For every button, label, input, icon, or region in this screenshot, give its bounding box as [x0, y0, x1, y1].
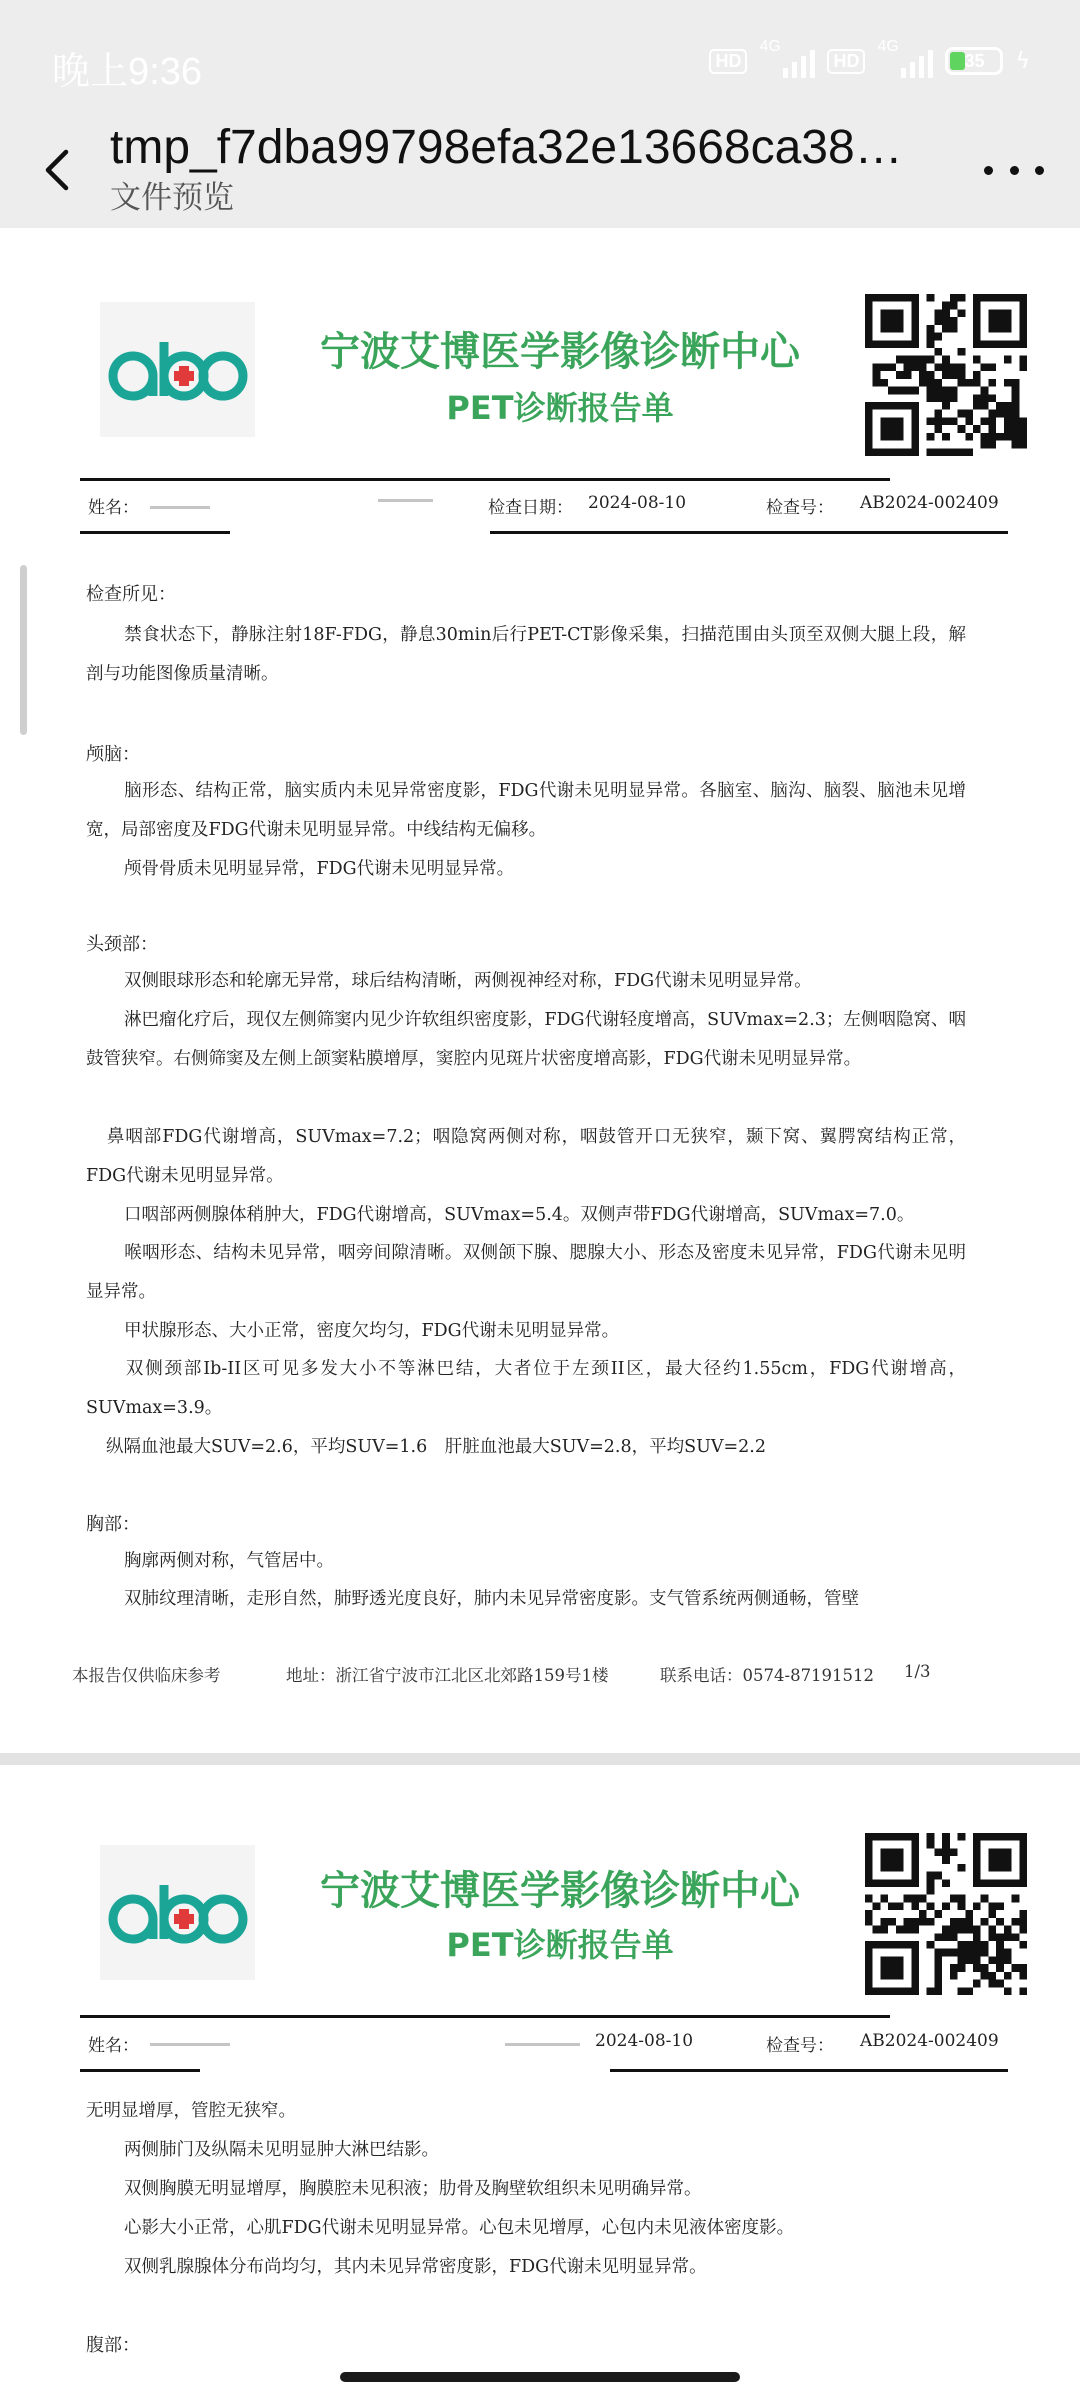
exam-date-value: 2024-08-10: [588, 493, 687, 513]
patient-name-label: 姓名：: [88, 498, 139, 518]
head-paragraph-5: 喉咽形态、结构未见异常，咽旁间隙清晰。双侧颌下腺、腮腺大小、形态及密度未见异常，FDG代谢未见明显异常。: [86, 1243, 966, 1302]
file-subtitle: 文件预览: [110, 180, 234, 215]
file-title: tmp_f7dba99798efa32e13668ca38…: [110, 121, 903, 174]
footer-note: 本报告仅供临床参考: [72, 1666, 221, 1685]
footer-phone: 联系电话：0574-87191512: [660, 1666, 875, 1685]
footer-address: 地址：浙江省宁波市江北区北郊路159号1楼: [286, 1666, 609, 1685]
exam-date-value: 2024-08-10: [595, 2031, 694, 2051]
head-paragraph-8: 纵隔血池最大SUV=2.6，平均SUV=1.6 肝脏血池最大SUV=2.8，平均SUV=2.2: [106, 1437, 766, 1457]
signal-icon-2: [877, 38, 933, 78]
qr-code: [865, 294, 1027, 456]
redaction-mark: [150, 2043, 230, 2046]
header-top-rule: [80, 2015, 890, 2018]
chest-paragraph-1: 胸廓两侧对称，气管居中。: [124, 1551, 334, 1571]
exam-id-label: 检查号：: [766, 498, 834, 518]
report-title: PET诊断报告单: [446, 389, 674, 427]
redaction-mark: [378, 499, 433, 502]
network-type: 4G: [759, 38, 781, 55]
status-bar: [0, 0, 1080, 120]
charging-icon: ϟ: [1015, 48, 1030, 74]
more-options-icon[interactable]: [984, 150, 1044, 190]
exam-id-label: 检查号：: [766, 2036, 834, 2056]
home-indicator[interactable]: [340, 2372, 740, 2382]
section-brain: 颅脑：: [86, 744, 140, 765]
chest-line-3: 双侧胸膜无明显增厚，胸膜腔未见积液；肋骨及胸壁软组织未见明确异常。: [124, 2179, 702, 2199]
logo: [100, 1845, 255, 1980]
patient-name-label: 姓名：: [88, 2036, 139, 2056]
chest-paragraph-2: 双肺纹理清晰，走形自然，肺野透光度良好，肺内未见异常密度影。支气管系统两侧通畅，管壁: [124, 1589, 859, 1609]
hd-badge-2: HD: [827, 49, 865, 74]
head-paragraph-7: 双侧颈部Ib-II区可见多发大小不等淋巴结，大者位于左颈II区，最大径约1.55cm，FDG代谢增高，SUVmax=3.9。: [86, 1359, 966, 1418]
head-paragraph-2: 淋巴瘤化疗后，现仅左侧筛窦内见少许软组织密度影，FDG代谢轻度增高，SUVmax=2.3；左侧咽隐窝、咽鼓管狭窄。右侧筛窦及左侧上颌窦粘膜增厚，窦腔内见斑片状密度增高影，FDG代谢未见明显异常。: [86, 1010, 966, 1069]
header-bottom-rule: [80, 531, 1008, 534]
section-abdomen: 腹部：: [86, 2335, 140, 2356]
redaction-block: [200, 2061, 610, 2075]
report-page-1: [0, 228, 1080, 1753]
brain-paragraph-1: 脑形态、结构正常，脑实质内未见异常密度影，FDG代谢未见明显异常。各脑室、脑沟、脑裂、脑池未见增宽，局部密度及FDG代谢未见明显异常。中线结构无偏移。: [86, 781, 966, 840]
hd-badge: HD: [709, 49, 747, 74]
chest-line-5: 双侧乳腺腺体分布尚均匀，其内未见异常密度影，FDG代谢未见明显异常。: [124, 2257, 707, 2277]
head-paragraph-6: 甲状腺形态、大小正常，密度欠均匀，FDG代谢未见明显异常。: [124, 1321, 620, 1341]
status-time: 晚上9:36: [52, 51, 202, 93]
intro-paragraph: 禁食状态下，静脉注射18F-FDG，静息30min后行PET-CT影像采集，扫描范围由头顶至双侧大腿上段，解剖与功能图像质量清晰。: [86, 625, 966, 684]
institution-name: 宁波艾博医学影像诊断中心: [320, 329, 800, 375]
qr-code: [865, 1833, 1027, 1995]
network-type-2: 4G: [877, 38, 899, 55]
app-bar: [0, 120, 1080, 228]
exam-id-value: AB2024-002409: [860, 2031, 999, 2051]
findings-title: 检查所见：: [86, 584, 176, 605]
head-paragraph-4: 口咽部两侧腺体稍肿大，FDG代谢增高，SUVmax=5.4。双侧声带FDG代谢增高，SUVmax=7.0。: [124, 1205, 915, 1225]
section-chest: 胸部：: [86, 1514, 140, 1535]
institution-name: 宁波艾博医学影像诊断中心: [320, 1868, 800, 1914]
signal-icon: [759, 38, 815, 78]
section-head-neck: 头颈部：: [86, 934, 158, 955]
redaction-block: [230, 524, 490, 538]
head-paragraph-1: 双侧眼球形态和轮廓无异常，球后结构清晰，两侧视神经对称，FDG代谢未见明显异常。: [124, 971, 812, 991]
battery-icon: [945, 47, 1003, 75]
page-separator: [0, 1753, 1080, 1765]
chest-line-4: 心影大小正常，心肌FDG代谢未见明显异常。心包未见增厚，心包内未见液体密度影。: [124, 2218, 795, 2238]
head-paragraph-3: 鼻咽部FDG代谢增高，SUVmax=7.2；咽隐窝两侧对称，咽鼓管开口无狭窄，颞下窝、翼腭窝结构正常，FDG代谢未见明显异常。: [86, 1127, 966, 1186]
chest-line-2: 两侧肺门及纵隔未见明显肿大淋巴结影。: [124, 2140, 439, 2160]
report-title: PET诊断报告单: [446, 1926, 674, 1964]
scrollbar[interactable]: [20, 565, 27, 735]
exam-id-value: AB2024-002409: [860, 493, 999, 513]
back-icon[interactable]: [36, 130, 84, 210]
battery-level: 35: [964, 51, 985, 71]
brain-paragraph-2: 颅骨骨质未见明显异常，FDG代谢未见明显异常。: [124, 859, 515, 879]
logo: [100, 302, 255, 437]
status-icons: [709, 38, 1030, 78]
redaction-mark: [150, 506, 210, 509]
report-page-2: [0, 1765, 1080, 2400]
chest-line-1: 无明显增厚，管腔无狭窄。: [86, 2101, 296, 2121]
header-top-rule: [80, 478, 890, 481]
redaction-mark: [505, 2043, 580, 2046]
page-number: 1/3: [904, 1662, 931, 1681]
exam-date-label: 检查日期：: [488, 498, 573, 518]
